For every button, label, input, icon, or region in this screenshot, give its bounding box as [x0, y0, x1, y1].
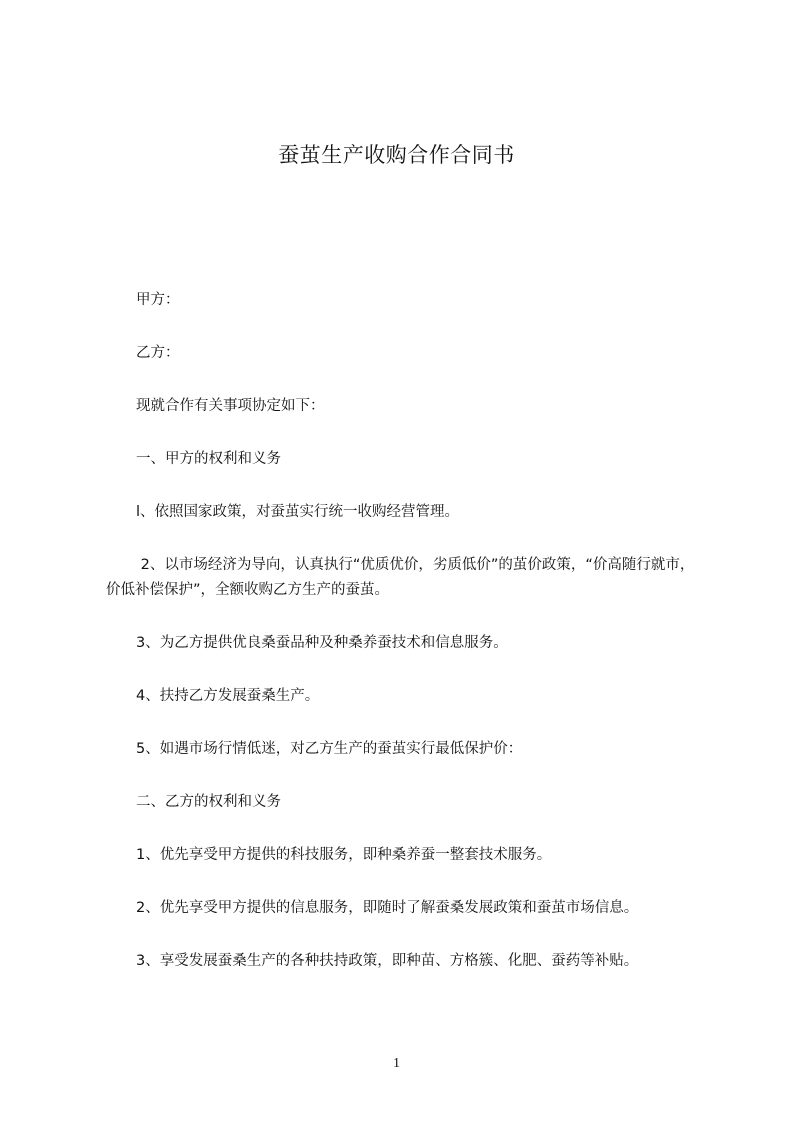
- section-heading-party-a: 一、甲方的权利和义务: [136, 451, 281, 467]
- clause-b-3: 3、享受发展蚕桑生产的各种扶持政策，即种苗、方格簇、化肥、蚕药等补贴。: [136, 953, 639, 969]
- clause-a-2: 2、以市场经济为导向，认真执行“优质优价，劣质低价”的茧价政策，“价高随行就市，价低补偿保护”，全额收购乙方生产的蚕茧。: [106, 557, 695, 598]
- clause-a-3: 3、为乙方提供优良桑蚕品种及种桑养蚕技术和信息服务。: [136, 635, 508, 651]
- agreement-intro: 现就合作有关事项协定如下：: [136, 398, 325, 414]
- clause-a-1: l、依照国家政策，对蚕茧实行统一收购经营管理。: [136, 504, 460, 520]
- clause-b-1: 1、优先享受甲方提供的科技服务，即种桑养蚕一整套技术服务。: [136, 847, 552, 863]
- party-b-label: 乙方：: [136, 345, 180, 361]
- party-a-label: 甲方：: [136, 292, 180, 308]
- page-number: 1: [393, 1056, 400, 1071]
- clause-a-4: 4、扶持乙方发展蚕桑生产。: [136, 688, 320, 704]
- clause-b-2: 2、优先享受甲方提供的信息服务，即随时了解蚕桑发展政策和蚕茧市场信息。: [136, 900, 639, 916]
- document-body: [106, 288, 706, 1002]
- section-heading-party-b: 二、乙方的权利和义务: [136, 794, 281, 810]
- clause-a-5: 5、如遇市场行情低迷，对乙方生产的蚕茧实行最低保护价：: [136, 741, 523, 757]
- document-title: 蚕茧生产收购合作合同书: [278, 143, 515, 167]
